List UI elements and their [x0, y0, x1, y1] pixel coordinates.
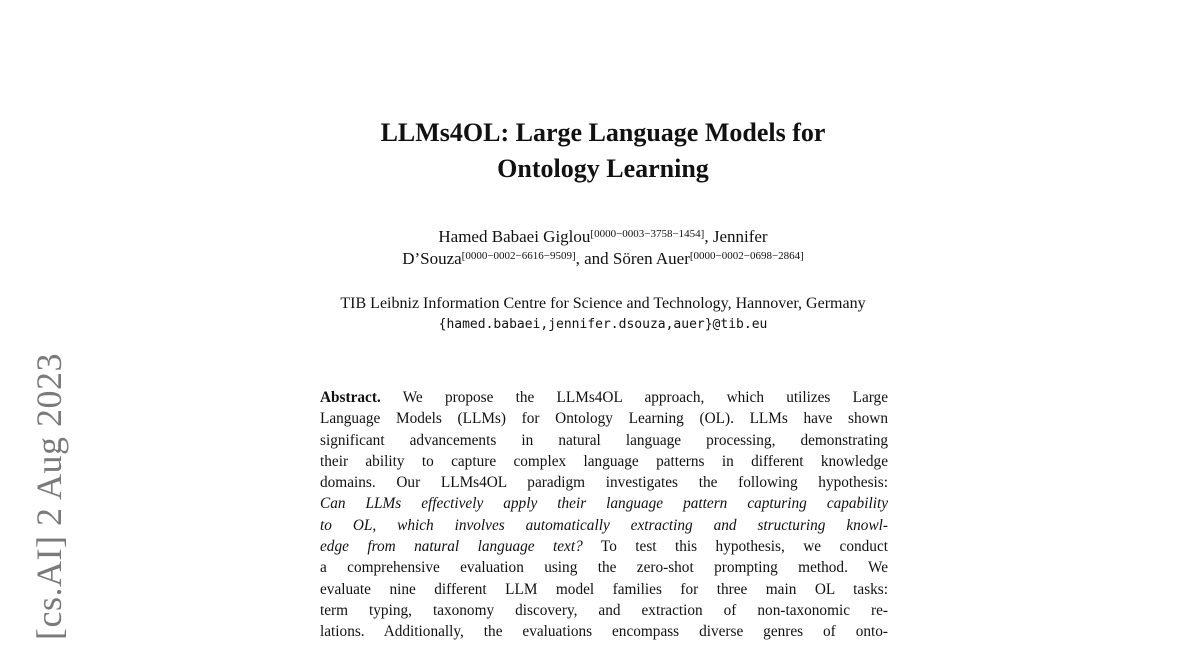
paper-title-line-1: LLMs4OL: Large Language Models for [380, 118, 826, 147]
paper-title-line-2: Ontology Learning [497, 154, 709, 183]
author-orcid: [0000−0002−0698−2864] [689, 250, 804, 262]
author-name: D’Souza [402, 249, 462, 268]
abstract-line: domains. Our LLMs4OL paradigm investigates the following hypothesis: [320, 474, 888, 492]
abstract-line: edge from natural language text? To test this hypothesis, we conduct [320, 538, 888, 556]
affiliation-block [250, 293, 956, 335]
abstract-label: Abstract. [320, 389, 381, 406]
abstract-line: their ability to capture complex language patterns in different knowledge [320, 452, 888, 470]
abstract-line: a comprehensive evaluation using the zero-shot prompting method. We [320, 559, 888, 577]
author-orcid: [0000−0003−3758−1454] [590, 228, 705, 240]
abstract-line: lations. Additionally, the evaluations encompass diverse genres of onto- [320, 623, 888, 641]
author-name: Hamed Babaei Giglou [438, 227, 591, 246]
author-line-1 [300, 226, 906, 248]
author-emails: {hamed.babaei,jennifer.dsouza,auer}@tib.eu [438, 317, 768, 332]
paper-title [300, 115, 906, 187]
abstract-hypothesis-line: to OL, which involves automatically extracting and structuring knowl- [320, 516, 888, 534]
author-separator: , Jennifer [704, 227, 768, 246]
abstract-line: term typing, taxonomy discovery, and extraction of non-taxonomic re- [320, 601, 888, 619]
abstract-hypothesis-line: Can LLMs effectively apply their language pattern capturing capability [320, 495, 888, 513]
author-orcid: [0000−0002−6616−9509] [461, 250, 576, 262]
abstract-line: Language Models (LLMs) for Ontology Learning (OL). LLMs have shown [320, 410, 888, 428]
abstract-line: significant advancements in natural language processing, demonstrating [320, 431, 888, 449]
author-list [300, 226, 906, 270]
abstract-line: Abstract. We propose the LLMs4OL approach, which utilizes Large [320, 389, 888, 406]
author-name: , and Sören Auer [575, 249, 690, 268]
abstract-line: evaluate nine different LLM model families for three main OL tasks: [320, 580, 888, 598]
abstract [320, 387, 888, 643]
arxiv-identifier-stamp: [cs.AI] 2 Aug 2023 [29, 353, 69, 640]
institution-name: TIB Leibniz Information Centre for Science and Technology, Hannover, Germany [340, 295, 866, 312]
author-line-2 [300, 248, 906, 270]
